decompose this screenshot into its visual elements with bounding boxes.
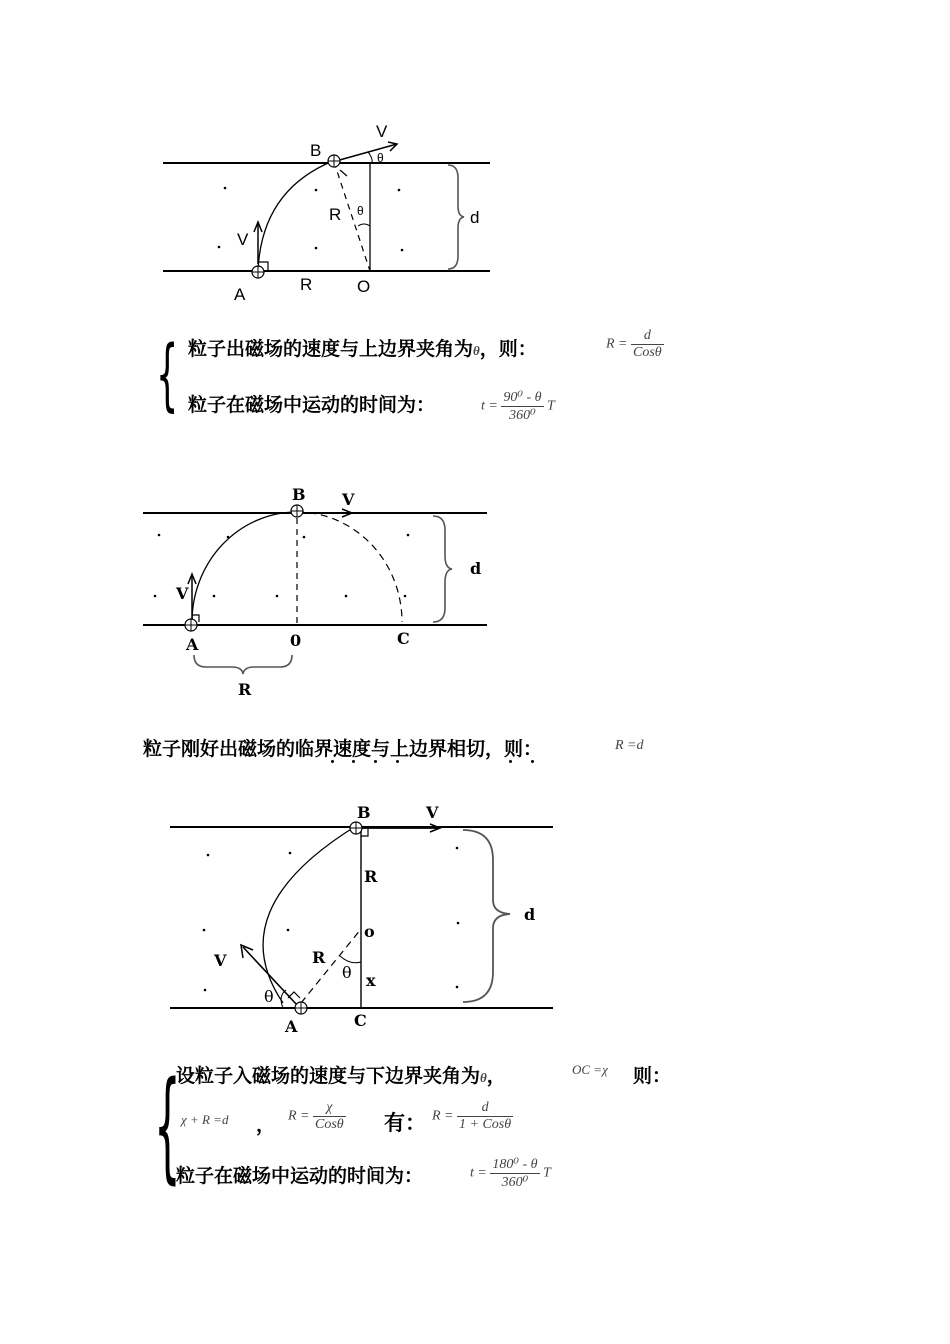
- block1-brace: {: [156, 330, 179, 420]
- label-o: O: [357, 277, 371, 296]
- label-theta-top: θ: [377, 151, 384, 165]
- label-theta-left: θ: [264, 987, 274, 1006]
- label-a: A: [234, 285, 246, 304]
- field-dots: [203, 847, 460, 992]
- block1-line1-theta: θ: [473, 343, 480, 358]
- block3-formula-oc: OC =χ: [572, 1062, 608, 1077]
- label-b: B: [357, 803, 371, 822]
- label-c: C: [397, 629, 410, 648]
- block2-formula: R =d: [615, 738, 644, 753]
- block1-line1-text: 粒子出磁场的速度与上边界夹角为: [188, 338, 474, 360]
- label-v-left: V: [176, 584, 189, 603]
- label-r: R: [238, 680, 252, 699]
- particle-a: [295, 1002, 307, 1014]
- particle-b: [350, 822, 362, 834]
- block3-you: 有：: [384, 1111, 426, 1135]
- label-v-top: V: [342, 490, 355, 509]
- label-o: 0: [290, 631, 302, 650]
- block3-formula-sum: χ + R =d: [181, 1112, 229, 1127]
- label-a: A: [186, 635, 199, 654]
- label-v-top: V: [426, 803, 439, 822]
- d-brace: [463, 830, 510, 1002]
- label-b: B: [310, 141, 322, 160]
- label-r-bottom: R: [300, 275, 313, 294]
- block1-formula-t: t = $\frac{\text{90⁰ - θ}}{\text{360⁰}}$ T: [481, 390, 555, 423]
- block3-formula-t: t = $\frac{\text{180⁰ - θ}}{\text{360⁰}}$ T: [470, 1157, 551, 1190]
- block3-line1: 设粒子入磁场的速度与下边界夹角为θ，: [176, 1065, 506, 1087]
- label-r-mid: R: [329, 205, 342, 224]
- label-theta-mid: θ: [357, 204, 364, 218]
- label-r-diag: R: [312, 948, 326, 967]
- block3-formula-r2: R = $\frac{d}{\text{1 + Cosθ}}$: [432, 1100, 512, 1132]
- block2-text: 粒子刚好出磁场的临界速度与上边界相切，则：: [143, 738, 543, 760]
- label-d: d: [470, 559, 482, 578]
- label-theta-center: θ: [342, 963, 352, 982]
- radius-dashed-line: [301, 929, 361, 1003]
- label-a: A: [285, 1017, 298, 1036]
- label-d: d: [524, 905, 536, 924]
- label-d: d: [470, 208, 480, 227]
- label-o: o: [364, 922, 375, 941]
- block1-line1-suffix: ，则：: [479, 338, 537, 360]
- block3-line1-suffix: 则：: [633, 1065, 672, 1087]
- label-x: x: [366, 971, 376, 990]
- block3-line3: 粒子在磁场中运动的时间为：: [176, 1165, 424, 1187]
- block1-formula-r: R = $\frac{d}{\text{Cosθ}}$: [606, 328, 662, 360]
- label-r-upper: R: [364, 867, 378, 886]
- label-b: B: [292, 485, 306, 504]
- label-v-left: V: [214, 951, 227, 970]
- block3-comma: ，: [256, 1114, 276, 1136]
- label-c: C: [354, 1011, 367, 1030]
- label-v-left: V: [237, 230, 249, 249]
- block3-formula-r1: R = $\frac{\chi}{\text{Cosθ}}$: [288, 1100, 344, 1132]
- block1-line2-text: 粒子在磁场中运动的时间为：: [188, 394, 436, 416]
- label-v-top: V: [376, 122, 388, 141]
- block3-brace: {: [154, 1057, 181, 1196]
